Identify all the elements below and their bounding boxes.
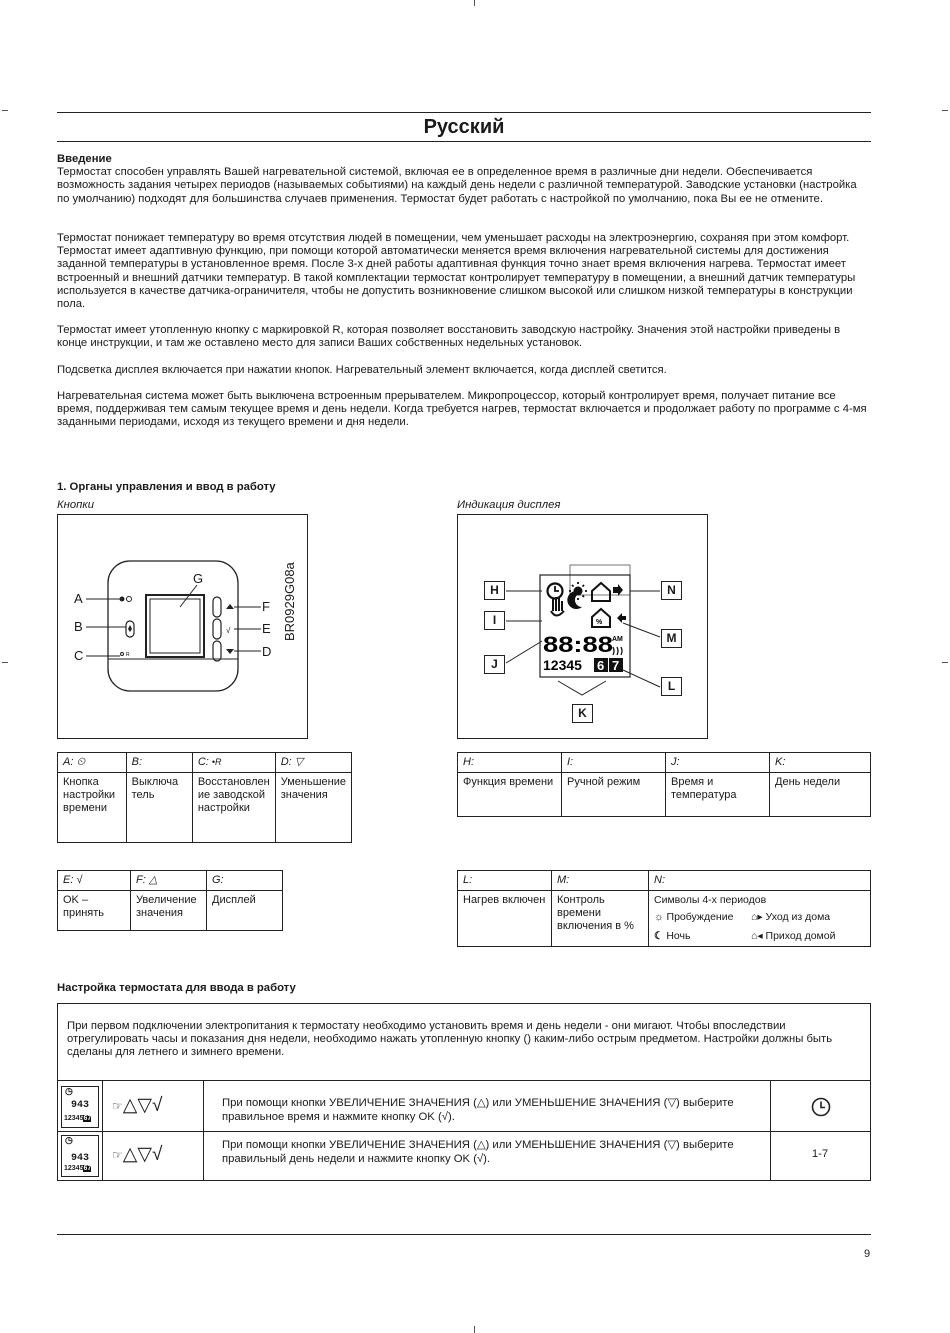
clock-icon: ◷ [65, 1086, 73, 1096]
cell-c: Восстановлен ие заводской настройки [192, 773, 275, 843]
cell-n [649, 891, 871, 947]
header-e: E: [63, 874, 74, 886]
rule-top [57, 112, 871, 113]
svg-text:R: R [126, 652, 130, 658]
display-caption: Индикация дисплея [457, 499, 561, 511]
col-line-3 [770, 1080, 771, 1180]
moon-icon: ☾ [654, 930, 664, 942]
header-h: H: [458, 753, 562, 773]
header-n: N: [649, 871, 871, 891]
label-e: E [262, 621, 271, 636]
check-icon: √ [152, 1095, 163, 1116]
lcd-day7: 7 [612, 658, 620, 673]
label-c: C [74, 648, 84, 663]
cell-j: Время и температура [666, 773, 770, 817]
reset-button-icon: •R [211, 757, 222, 767]
label-d: D [262, 644, 272, 659]
period-symbols-title: Символы 4-х периодов [654, 894, 767, 906]
step1-lcd-days-row [64, 1115, 91, 1122]
label-m: M [661, 629, 682, 648]
header-f: F: [136, 874, 146, 886]
cell-l: Нагрев включен [458, 891, 552, 947]
efg-legend-table [57, 870, 283, 931]
label-f: F [262, 599, 270, 614]
lcd-digits: 88:88 [543, 632, 613, 657]
step2-lcd-thumb [61, 1135, 99, 1177]
intro-paragraph-3: Термостат имеет утопленную кнопку с маркировкой R, которая позволяет восстановить заводскую настройку. Значения этой настройки приведены в конце инструкции, и там же оставлено место для записи Ваших собственных недельных установок. [57, 324, 841, 350]
step2-lcd-digits: 943 [71, 1153, 90, 1164]
step2-day6: 6 [83, 1165, 88, 1172]
header-k: K: [770, 753, 871, 773]
header-l: L: [458, 871, 552, 891]
symbol-return: Приход домой [765, 930, 836, 942]
lcd-day6: 6 [597, 658, 605, 673]
step1-keys [112, 1094, 162, 1117]
step2-text: При помощи кнопки УВЕЛИЧЕНИЕ ЗНАЧЕНИЯ (△) или УМЕНЬШЕНИЕ ЗНАЧЕНИЯ (▽) выберите правильный день недели и нажмите кнопку OK (√). [222, 1139, 734, 1165]
header-d: D: [280, 756, 292, 768]
label-h: H [484, 581, 505, 600]
up-triangle-icon: △ [148, 874, 158, 886]
label-i: I [484, 611, 505, 630]
step2-keys [112, 1143, 162, 1166]
lcd-days: 12345 [543, 657, 582, 673]
step1-day7: 7 [87, 1115, 92, 1122]
crop-mark [474, 0, 475, 6]
check-icon: √ [76, 874, 83, 886]
symbol-night: Ночь [666, 930, 691, 942]
crop-mark [2, 662, 8, 663]
up-triangle-icon: △ [122, 1095, 138, 1116]
symbol-wake: Пробуждение [666, 911, 734, 923]
intro-paragraph-5: Нагревательная система может быть выключена встроенным прерывателем. Микропроцессор, который контролирует время, получает питание все время, поддерживая тем самым текущее время и день недели. Когда требуется нагрев, термостат включается и продолжает работу по программе с 4-мя заданными периодами, исходя из текущего времени и дня недели. [57, 390, 867, 429]
setup-heading: Настройка термостата для ввода в работу [57, 982, 296, 994]
setup-intro: При первом подключении электропитания к термостату необходимо установить время и день недели - они мигают. Чтобы впоследствии отрегулировать часы и показания дня недели, необходимо нажать утопленную кнопку () каким-либо острым предметом. Настройки должны быть сделаны для летнего и зимнего времени. [67, 1020, 833, 1059]
cell-a: Кнопка настройки времени [58, 773, 127, 843]
step1-text: При помощи кнопки УВЕЛИЧЕНИЕ ЗНАЧЕНИЯ (△) или УМЕНЬШЕНИЕ ЗНАЧЕНИЯ (▽) выберите правильное время и нажмите кнопку OK (√). [222, 1097, 734, 1123]
up-triangle-icon: △ [122, 1144, 138, 1165]
header-c: C: [197, 756, 209, 768]
step2-result: 1-7 [811, 1148, 829, 1160]
house-leave-icon: ⌂▸ [751, 911, 763, 923]
label-k: K [572, 704, 593, 723]
lmn-legend-table [457, 870, 871, 947]
cell-i: Ручной режим [562, 773, 666, 817]
down-triangle-icon: ▽ [137, 1144, 153, 1165]
figure-code: BR0929G08a [282, 562, 297, 641]
clock-button-icon: ⏲ [76, 756, 86, 768]
down-triangle-icon: ▽ [294, 756, 304, 768]
down-triangle-icon: ▽ [137, 1095, 153, 1116]
cell-k: День недели [770, 773, 871, 817]
svg-text:%: % [596, 619, 603, 626]
label-n: N [661, 581, 682, 600]
label-a: A [74, 591, 83, 606]
step2-lcd-days-row [64, 1165, 91, 1172]
label-l: L [661, 677, 682, 696]
rule-title-bottom [57, 141, 871, 142]
buttons-caption: Кнопки [57, 499, 94, 511]
intro-paragraph-1: Термостат способен управлять Вашей нагревательной системой, включая ее в определенное время в различные дни недели. Обеспечивается возможность задания четырех периодов (называемых событиями) на каждый день недели с различной температурой. Заводские установки (настройка по умолчанию) подходят для большинства случаев применения. Термостат будет работать с настройкой по умолчанию, пока Вы ее не отмените. [57, 166, 857, 205]
col-line-2 [203, 1080, 204, 1180]
lcd-am: AM [612, 636, 623, 643]
label-b: B [74, 619, 83, 634]
col-line-1 [102, 1080, 103, 1180]
svg-text:√: √ [226, 626, 231, 635]
setup-box [57, 1003, 871, 1181]
pointing-hand-icon: ☞ [112, 1098, 123, 1113]
sun-icon: ☼ [654, 911, 664, 923]
symbol-leave: Уход из дома [765, 911, 831, 923]
header-b: B: [131, 756, 143, 768]
step2-day7: 7 [87, 1165, 92, 1172]
pointing-hand-icon: ☞ [112, 1147, 123, 1162]
thermostat-drawing [58, 515, 309, 740]
header-j: J: [666, 753, 770, 773]
cell-h: Функция времени [458, 773, 562, 817]
crop-mark [474, 1326, 475, 1333]
label-g: G [193, 571, 204, 586]
intro-section [57, 153, 871, 206]
clock-icon: ◷ [65, 1135, 73, 1145]
display-figure [457, 514, 708, 739]
step2-lcd-days: 12345 [64, 1165, 84, 1172]
section1-heading: 1. Органы управления и ввод в работу [57, 481, 276, 493]
cell-d: Уменьшение значения [275, 773, 351, 843]
check-icon: √ [152, 1144, 163, 1165]
intro-paragraph-2: Термостат понижает температуру во время отсутствия людей в помещении, чем уменьшает расходы на электроэнергию, сохраняя при этом комфорт. Термостат имеет адаптивную функцию, при помощи которой автоматически меняется время включения нагревательной системы для достижения заданной температуры в установленное время. После 3-х дней работы адаптивная функция точно знает время включения нагрева. Термостат имеет встроенный и внешний датчики температур. В такой комплектации термостат контролирует температуру в помещении, а внешний датчик температуры используется в качестве датчика-ограничителя, чтобы не допустить возникновение слишком высокой или слишком низкой температуры в конструкции пола. [57, 232, 856, 311]
page-number: 9 [864, 1248, 871, 1260]
header-m: M: [552, 871, 649, 891]
cell-e: OK – принять [58, 891, 131, 931]
page-title: Русский [423, 116, 505, 138]
intro-heading: Введение [57, 153, 112, 165]
row-line [58, 1131, 870, 1132]
setup-divider [58, 1080, 870, 1081]
cell-g: Дисплей [207, 891, 283, 931]
header-i: I: [562, 753, 666, 773]
cell-b: Выключа тель [126, 773, 192, 843]
step1-day6: 6 [83, 1115, 88, 1122]
rule-bottom [57, 1234, 871, 1235]
label-j: J [484, 655, 505, 674]
header-a: A: [63, 756, 74, 768]
step1-lcd-digits: 943 [71, 1100, 90, 1111]
step1-clock-icon [810, 1096, 832, 1123]
display-legend-table [457, 752, 871, 817]
header-g: G: [207, 871, 283, 891]
buttons-figure [57, 514, 308, 739]
cell-m: Контроль времени включения в % [552, 891, 649, 947]
buttons-legend-table [57, 752, 352, 843]
step1-lcd-days: 12345 [64, 1115, 84, 1122]
house-return-icon: ⌂◂ [751, 930, 763, 942]
crop-mark [2, 110, 8, 111]
step1-lcd-thumb [61, 1086, 99, 1128]
intro-paragraph-4: Подсветка дисплея включается при нажатии кнопок. Нагревательный элемент включается, когда дисплей светится. [57, 364, 667, 376]
crop-mark [942, 662, 948, 663]
cell-f: Увеличение значения [131, 891, 207, 931]
crop-mark [942, 110, 948, 111]
